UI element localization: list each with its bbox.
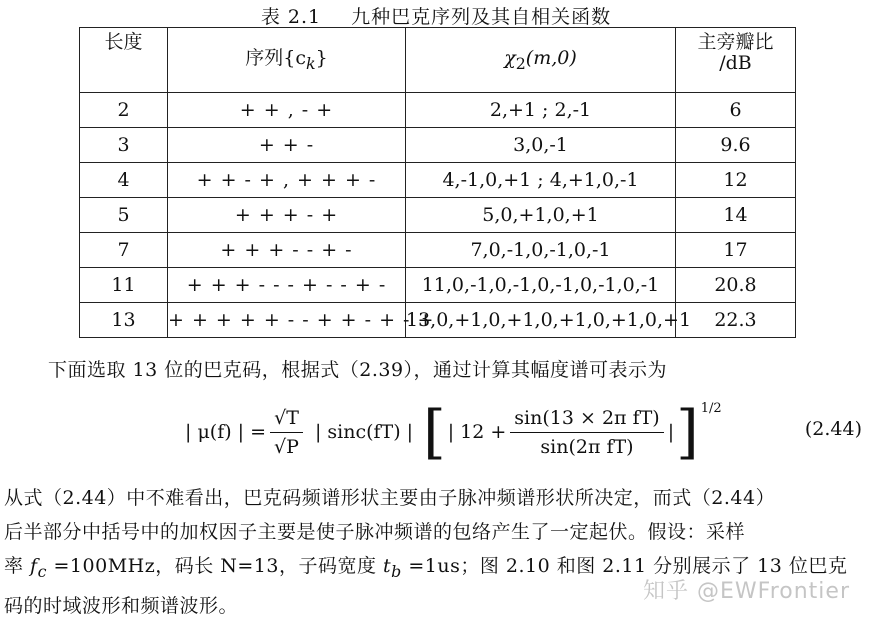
cell-acf: 13,0,+1,0,+1,0,+1,0,+1,0,+1 [406, 303, 676, 338]
table-row [80, 163, 796, 198]
table-title: 九种巴克序列及其自相关函数 [351, 6, 612, 28]
table-row [80, 233, 796, 268]
cell-ratio: 14 [676, 198, 796, 233]
cell-ratio: 12 [676, 163, 796, 198]
header-length: 长度 [80, 28, 168, 93]
cell-ratio: 9.6 [676, 128, 796, 163]
header-acf: $\chi_2(m,0)$ [406, 28, 676, 93]
cell-acf: 3,0,-1 [406, 128, 676, 163]
cell-ratio: 22.3 [676, 303, 796, 338]
cell-length: 13 [80, 303, 168, 338]
cell-sequence: + + + - + [168, 198, 406, 233]
header-ratio: 主旁瓣比 /dB [676, 28, 796, 93]
cell-sequence: + + - [168, 128, 406, 163]
body-line-1: 从式（2.44）中不难看出，巴克码频谱形状主要由子脉冲频谱形状所决定，而式（2.44） [4, 487, 776, 509]
cell-length: 2 [80, 93, 168, 128]
cell-sequence: + + + + + - - + + - + - + [168, 303, 406, 338]
cell-acf: 11,0,-1,0,-1,0,-1,0,-1,0,-1 [406, 268, 676, 303]
eq-inner-left: | 12 + [447, 421, 507, 443]
cell-ratio: 17 [676, 233, 796, 268]
intro-paragraph: 下面选取 13 位的巴克码，根据式（2.39），通过计算其幅度谱可表示为 [48, 359, 668, 381]
cell-ratio: 20.8 [676, 268, 796, 303]
equation-number: (2.44) [804, 418, 862, 440]
table-caption [0, 2, 872, 29]
cell-acf: 2,+1 ; 2,-1 [406, 93, 676, 128]
cell-length: 3 [80, 128, 168, 163]
cell-acf: 5,0,+1,0,+1 [406, 198, 676, 233]
body-line-4: 码的时域波形和频谱波形。 [4, 594, 239, 617]
watermark: 知乎 @EWFrontier [643, 579, 850, 604]
cell-length: 4 [80, 163, 168, 198]
cell-acf: 4,-1,0,+1 ; 4,+1,0,-1 [406, 163, 676, 198]
equation-2-44 [0, 396, 872, 468]
eq-fraction-inner: $\frac{\text{sin(13 × 2π fT)}}{\text{sin(2π fT)}}$ [510, 404, 663, 461]
eq-sinc: | sinc(fT) | [314, 421, 414, 443]
cell-sequence: + + + - - + - [168, 233, 406, 268]
eq-fraction-outer: $\frac{√T}{√P}$ [270, 404, 303, 461]
table-row [80, 198, 796, 233]
barker-table [79, 27, 796, 338]
table-row [80, 128, 796, 163]
cell-length: 11 [80, 268, 168, 303]
eq-exponent: 1/2 [700, 400, 722, 416]
cell-sequence: + + + - - - + - - + - [168, 268, 406, 303]
table-row [80, 93, 796, 128]
cell-acf: 7,0,-1,0,-1,0,-1 [406, 233, 676, 268]
table-row [80, 268, 796, 303]
eq-inner-right: | [667, 421, 675, 443]
eq-right-bracket: ] [676, 398, 699, 466]
table-number: 表 2.1 [260, 6, 322, 28]
cell-ratio: 6 [676, 93, 796, 128]
equation-formula [185, 396, 722, 468]
table-row [80, 303, 796, 338]
header-sequence: 序列$\{c_k\}$ [168, 28, 406, 93]
eq-left-bracket: [ [423, 398, 446, 466]
cell-length: 5 [80, 198, 168, 233]
cell-sequence: + + , - + [168, 93, 406, 128]
eq-lhs: | μ(f) | = [185, 421, 267, 443]
cell-length: 7 [80, 233, 168, 268]
table-header-row [80, 28, 796, 93]
body-line-2: 后半部分中括号中的加权因子主要是使子脉冲频谱的包络产生了一定起伏。假设：采样 [4, 521, 746, 543]
cell-sequence: + + - + , + + + - [168, 163, 406, 198]
body-line-3: 率 $f_c =100MHz$，码长 N=13，子码宽度 $t_b =1us$；图 2.10 和图 2.11 分别展示了 13 位巴克 [4, 555, 848, 581]
